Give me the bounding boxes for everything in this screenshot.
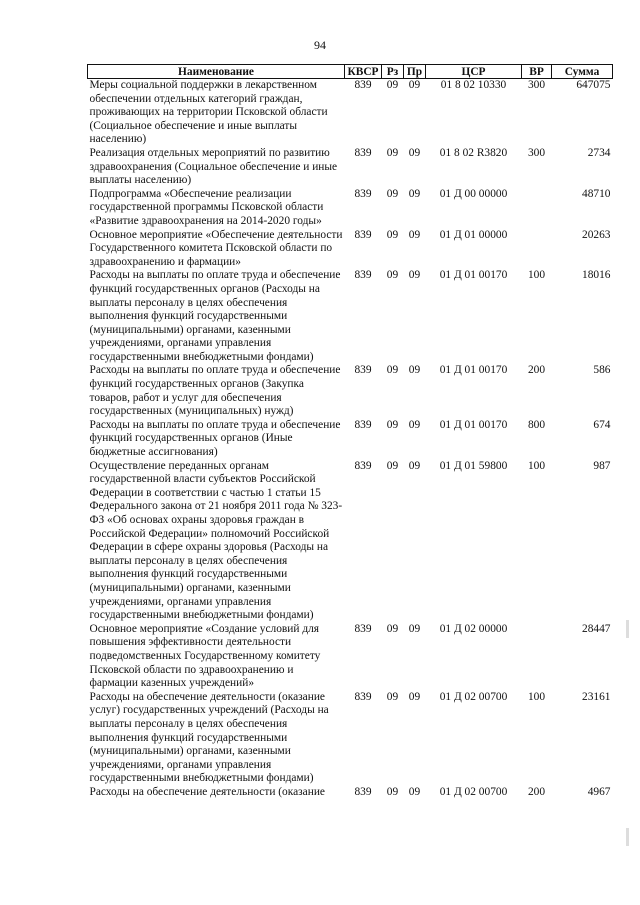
cell-csr: 01 8 02 10330 <box>440 79 507 91</box>
table-row <box>88 229 613 270</box>
header-kvsr: КВСР <box>345 65 382 79</box>
cell-csr: 01 8 02 R3820 <box>439 146 508 159</box>
cell-kvsr: 839 <box>354 418 372 431</box>
cell-name: Осуществление переданных органам государственной власти субъектов Российской Федерации в соответствии с частью 1 статьи 15 Федерального закона от 21 ноября 2011 года № 323-ФЗ «Об основах охраны здоровья граждан в Российской Федерации» полномочий Российской Федерации в сфере охраны здоровья (Расходы на выплаты персоналу в целях обеспечения выполнения функций государственными (муниципальными) органами, казенными учреждениями, органами управления государственными внебюджетными фондами) <box>89 459 343 622</box>
cell-vr: 100 <box>527 690 546 703</box>
cell-pr: 09 <box>408 79 421 91</box>
cell-vr: 300 <box>527 79 546 91</box>
table-row <box>88 147 613 188</box>
cell-vr: 300 <box>527 146 546 159</box>
cell-rz: 09 <box>386 146 399 159</box>
cell-csr: 01 Д 00 00000 <box>439 187 508 200</box>
cell-rz: 09 <box>386 79 399 91</box>
cell-kvsr: 839 <box>354 228 372 241</box>
header-row <box>88 65 613 79</box>
cell-name: Подпрограмма «Обеспечение реализации государственной программы Псковской области «Развитие здравоохранения на 2014-2020 годы» <box>89 187 324 227</box>
cell-pr: 09 <box>408 785 421 798</box>
cell-pr: 09 <box>408 622 421 635</box>
cell-vr: 100 <box>527 269 546 282</box>
cell-vr: 200 <box>527 785 546 798</box>
cell-kvsr: 839 <box>354 785 372 798</box>
cell-sum: 48710 <box>582 187 611 200</box>
cell-rz: 09 <box>386 622 399 635</box>
table-row <box>88 79 613 147</box>
cell-csr: 01 Д 01 00170 <box>439 364 508 377</box>
cell-rz: 09 <box>386 690 399 703</box>
cell-sum: 647075 <box>576 79 611 91</box>
header-csr: ЦСР <box>426 65 522 79</box>
cell-name: Основное мероприятие «Создание условий для повышения эффективности деятельности подведомственных Государственному комитету Псковской области по здравоохранению и фармации казенных учреждений» <box>89 622 321 690</box>
cell-rz: 09 <box>386 785 399 798</box>
cell-kvsr: 839 <box>354 187 372 200</box>
cell-rz: 09 <box>386 418 399 431</box>
cell-vr <box>522 188 552 229</box>
cell-pr: 09 <box>408 418 421 431</box>
budget-table <box>87 64 613 799</box>
cell-kvsr: 839 <box>354 269 372 282</box>
table-row <box>88 364 613 418</box>
cell-pr: 09 <box>408 228 421 241</box>
cell-pr: 09 <box>408 269 421 282</box>
table-row <box>88 460 613 623</box>
scan-edge-mark <box>626 620 629 638</box>
table-row <box>88 786 613 800</box>
scan-edge-mark <box>626 828 629 846</box>
cell-rz: 09 <box>386 269 399 282</box>
cell-sum: 586 <box>593 364 611 377</box>
cell-csr: 01 Д 01 00170 <box>439 418 508 431</box>
table-row <box>88 623 613 691</box>
cell-name: Расходы на обеспечение деятельности (оказание услуг) государственных учреждений (Расходы на выплаты персоналу в целях обеспечения выполнения функций государственными (муниципальными) органами, казенными учреждениями, органами управления государственными внебюджетными фондами) <box>89 690 329 785</box>
cell-name: Основное мероприятие «Обеспечение деятельности Государственного комитета Псковской области по здравоохранению и фармации» <box>89 228 343 268</box>
cell-sum: 987 <box>593 459 611 472</box>
cell-kvsr: 839 <box>354 146 372 159</box>
cell-vr: 200 <box>527 364 546 377</box>
cell-rz: 09 <box>386 187 399 200</box>
page-number: 94 <box>314 38 326 52</box>
cell-pr: 09 <box>408 459 421 472</box>
cell-kvsr: 839 <box>354 364 372 377</box>
cell-name: Расходы на выплаты по оплате труда и обеспечение функций государственных органов (Иные бюджетные ассигнования) <box>89 418 341 459</box>
cell-name: Реализация отдельных мероприятий по развитию здравоохранения (Социальное обеспечение и иные выплаты населению) <box>89 146 338 187</box>
cell-sum: 23161 <box>582 690 611 703</box>
cell-csr: 01 Д 02 00700 <box>439 785 508 798</box>
cell-kvsr: 839 <box>354 690 372 703</box>
cell-sum: 18016 <box>582 269 611 282</box>
table-row <box>88 269 613 364</box>
cell-rz: 09 <box>386 459 399 472</box>
cell-name: Расходы на выплаты по оплате труда и обеспечение функций государственных органов (Закупка товаров, работ и услуг для обеспечения государственных (муниципальных) нужд) <box>89 364 341 418</box>
cell-vr <box>522 229 552 270</box>
cell-pr: 09 <box>408 187 421 200</box>
table-body <box>88 79 613 800</box>
cell-vr <box>522 623 552 691</box>
cell-sum: 4967 <box>587 785 611 798</box>
cell-kvsr: 839 <box>354 79 372 91</box>
cell-pr: 09 <box>408 690 421 703</box>
cell-name: Расходы на обеспечение деятельности (оказание <box>89 785 325 798</box>
cell-sum: 28447 <box>582 622 611 635</box>
cell-rz: 09 <box>386 364 399 377</box>
table-row <box>88 419 613 460</box>
cell-sum: 2734 <box>587 146 611 159</box>
cell-vr: 100 <box>527 459 546 472</box>
cell-pr: 09 <box>408 146 421 159</box>
cell-vr: 800 <box>527 418 546 431</box>
table-header <box>88 65 613 79</box>
cell-csr: 01 Д 01 00000 <box>439 228 508 241</box>
cell-kvsr: 839 <box>354 459 372 472</box>
cell-csr: 01 Д 01 00170 <box>439 269 508 282</box>
table-row <box>88 691 613 786</box>
cell-csr: 01 Д 01 59800 <box>439 459 508 472</box>
cell-name: Меры социальной поддержки в лекарственном обеспечении отдельных категорий граждан, проживающих на территории Псковской области (Социальное обеспечение и иные выплаты населению) <box>89 79 328 146</box>
cell-rz: 09 <box>386 228 399 241</box>
cell-name: Расходы на выплаты по оплате труда и обеспечение функций государственных органов (Расходы на выплаты персоналу в целях обеспечения выполнения функций государственными (муниципальными) органами, казенными учреждениями, органами управления государственными внебюджетными фондами) <box>89 269 341 363</box>
cell-kvsr: 839 <box>354 622 372 635</box>
cell-csr: 01 Д 02 00700 <box>439 690 508 703</box>
header-name: Наименование <box>88 65 345 79</box>
cell-sum: 674 <box>593 418 611 431</box>
cell-csr: 01 Д 02 00000 <box>439 622 508 635</box>
header-sum: Сумма <box>552 65 613 79</box>
table-row <box>88 188 613 229</box>
header-rz: Рз <box>382 65 404 79</box>
header-pr: Пр <box>404 65 426 79</box>
cell-sum: 20263 <box>582 228 611 241</box>
header-vr: ВР <box>522 65 552 79</box>
cell-pr: 09 <box>408 364 421 377</box>
